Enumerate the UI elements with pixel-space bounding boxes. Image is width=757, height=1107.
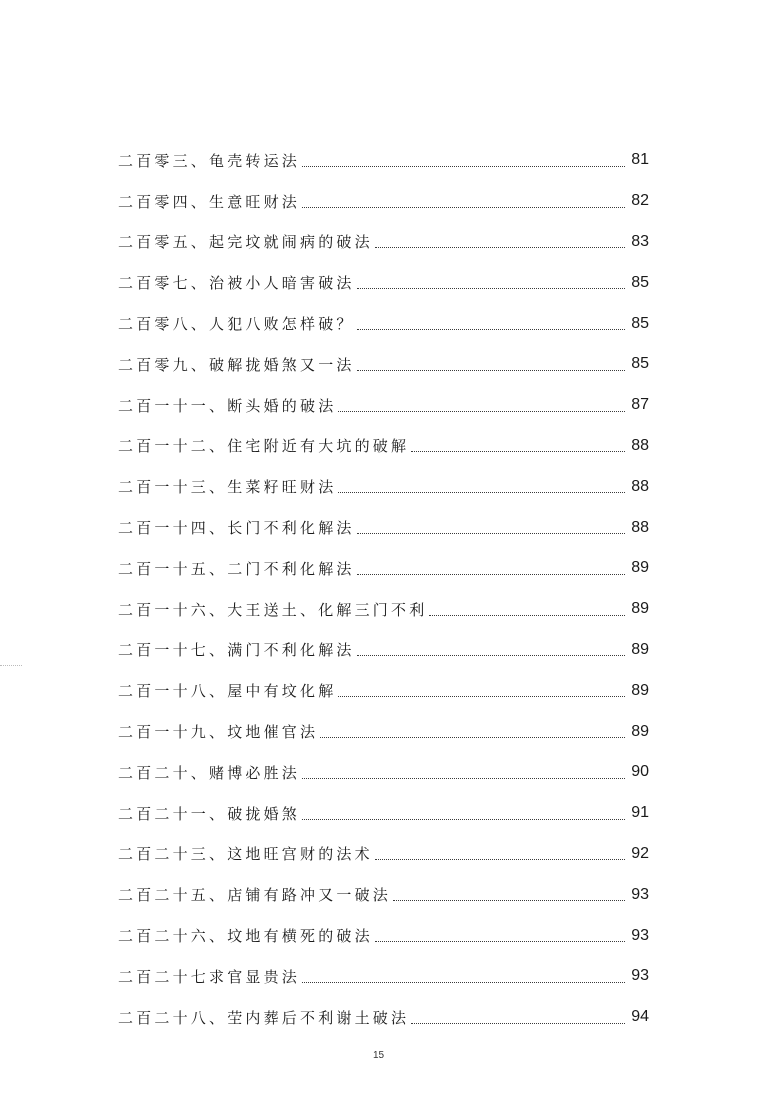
toc-entry — [118, 997, 649, 1038]
toc-entry — [118, 303, 649, 344]
toc-entry-title: 二百二十七求官显贵法 — [118, 967, 301, 986]
toc-entry-title: 二百零四、生意旺财法 — [118, 192, 301, 211]
toc-entry-page: 89 — [631, 640, 649, 658]
dot-leader — [429, 615, 625, 616]
dot-leader — [393, 900, 625, 901]
toc-entry-title: 二百二十八、茔内葬后不利谢土破法 — [118, 1008, 410, 1027]
dot-leader — [375, 247, 625, 248]
dot-leader — [357, 370, 625, 371]
dot-leader — [357, 655, 625, 656]
toc-entry-page: 85 — [631, 273, 649, 291]
toc-entry — [118, 670, 649, 711]
toc-entry — [118, 140, 649, 181]
toc-entry-page: 94 — [631, 1008, 649, 1026]
toc-entry-page: 83 — [631, 232, 649, 250]
toc-entry-page: 85 — [631, 314, 649, 332]
toc-entry — [118, 793, 649, 834]
table-of-contents — [118, 140, 649, 1038]
toc-entry-title: 二百一十五、二门不利化解法 — [118, 559, 355, 578]
toc-entry-title: 二百零七、治被小人暗害破法 — [118, 274, 355, 293]
toc-entry-page: 93 — [631, 926, 649, 944]
toc-entry-title: 二百二十三、这地旺宫财的法术 — [118, 845, 373, 864]
toc-entry-page: 87 — [631, 396, 649, 414]
dot-leader — [302, 778, 625, 779]
toc-entry — [118, 548, 649, 589]
toc-entry — [118, 874, 649, 915]
toc-entry-title: 二百零八、人犯八败怎样破？ — [118, 315, 355, 334]
toc-entry — [118, 181, 649, 222]
dot-leader — [338, 411, 625, 412]
toc-entry — [118, 630, 649, 671]
toc-entry-page: 89 — [631, 722, 649, 740]
dot-leader — [302, 166, 625, 167]
toc-entry — [118, 262, 649, 303]
toc-entry-page: 88 — [631, 477, 649, 495]
scan-artifact-line — [0, 665, 22, 666]
toc-entry-page: 92 — [631, 844, 649, 862]
toc-entry — [118, 222, 649, 263]
toc-entry-page: 88 — [631, 436, 649, 454]
dot-leader — [320, 737, 625, 738]
toc-entry-page: 82 — [631, 192, 649, 210]
toc-entry — [118, 507, 649, 548]
dot-leader — [357, 288, 625, 289]
toc-entry — [118, 589, 649, 630]
toc-entry-page: 81 — [631, 151, 649, 169]
toc-entry — [118, 344, 649, 385]
toc-entry-title: 二百一十二、住宅附近有大坑的破解 — [118, 437, 410, 456]
toc-entry-title: 二百零五、起完坟就闹病的破法 — [118, 233, 373, 252]
toc-entry-page: 89 — [631, 559, 649, 577]
toc-entry-page: 93 — [631, 967, 649, 985]
toc-entry-title: 二百一十六、大王送土、化解三门不利 — [118, 600, 428, 619]
toc-entry-title: 二百零九、破解拢婚煞又一法 — [118, 355, 355, 374]
toc-entry — [118, 834, 649, 875]
toc-entry-title: 二百一十八、屋中有坟化解 — [118, 682, 337, 701]
toc-entry-title: 二百一十九、坟地催官法 — [118, 723, 319, 742]
toc-entry-title: 二百一十一、断头婚的破法 — [118, 396, 337, 415]
toc-entry-page: 85 — [631, 355, 649, 373]
toc-entry-page: 89 — [631, 681, 649, 699]
toc-entry-title: 二百二十、赌博必胜法 — [118, 763, 301, 782]
toc-entry-page: 90 — [631, 763, 649, 781]
toc-entry-title: 二百零三、龟壳转运法 — [118, 151, 301, 170]
dot-leader — [411, 1023, 625, 1024]
page-number: 15 — [372, 1050, 385, 1061]
dot-leader — [357, 574, 625, 575]
toc-entry — [118, 426, 649, 467]
dot-leader — [357, 533, 625, 534]
toc-entry-title: 二百二十六、坟地有横死的破法 — [118, 927, 373, 946]
toc-entry-page: 89 — [631, 600, 649, 618]
toc-entry-title: 二百二十五、店铺有路冲又一破法 — [118, 886, 392, 905]
toc-entry-page: 88 — [631, 518, 649, 536]
toc-entry-title: 二百一十七、满门不利化解法 — [118, 641, 355, 660]
dot-leader — [357, 329, 625, 330]
toc-entry — [118, 466, 649, 507]
toc-entry-title: 二百二十一、破拢婚煞 — [118, 804, 301, 823]
toc-entry-title: 二百一十三、生菜籽旺财法 — [118, 478, 337, 497]
dot-leader — [411, 451, 625, 452]
dot-leader — [338, 492, 625, 493]
dot-leader — [375, 941, 625, 942]
toc-entry-page: 91 — [631, 804, 649, 822]
toc-entry — [118, 385, 649, 426]
toc-entry — [118, 711, 649, 752]
toc-entry-page: 93 — [631, 885, 649, 903]
toc-entry — [118, 956, 649, 997]
dot-leader — [302, 207, 625, 208]
dot-leader — [375, 859, 625, 860]
toc-entry — [118, 915, 649, 956]
dot-leader — [302, 982, 625, 983]
dot-leader — [302, 819, 625, 820]
toc-entry — [118, 752, 649, 793]
toc-entry-title: 二百一十四、长门不利化解法 — [118, 519, 355, 538]
dot-leader — [338, 696, 625, 697]
